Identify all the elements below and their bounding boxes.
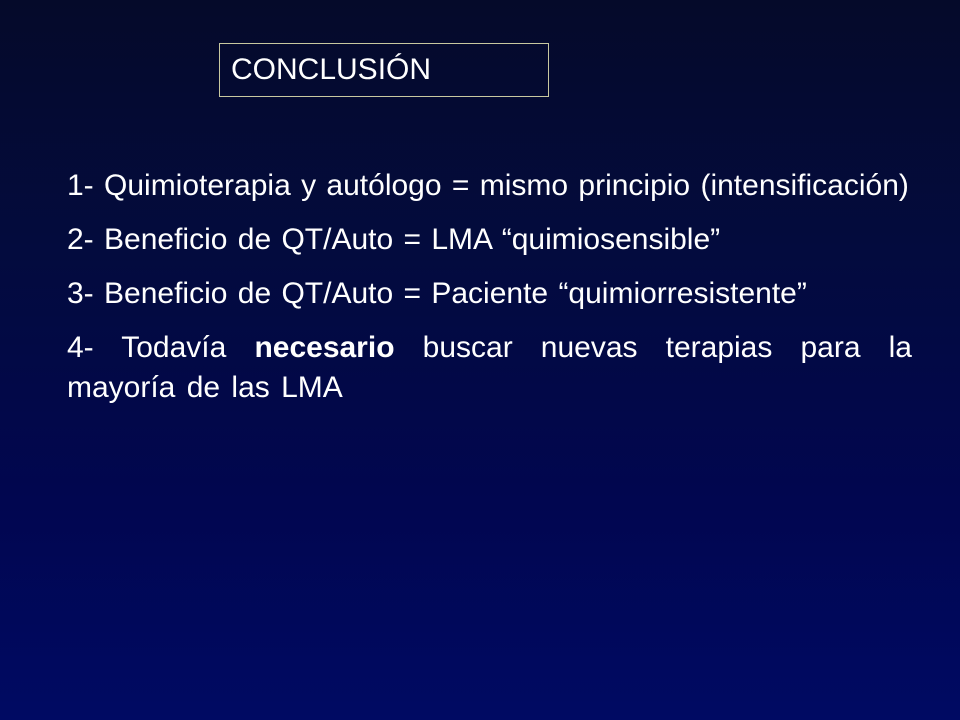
slide-title-box (219, 43, 549, 97)
conclusion-item-2: 2- Beneficio de QT/Auto = LMA “quimiosensible” (67, 223, 721, 256)
conclusion-item-4-emphasis: necesario (254, 331, 395, 364)
conclusion-item-3: 3- Beneficio de QT/Auto = Paciente “quimiorresistente” (67, 277, 807, 310)
conclusion-item-4-suffix: buscar nuevas terapias para la mayoría de las LMA (67, 331, 912, 404)
conclusion-list (67, 166, 912, 422)
conclusion-item-1: 1- Quimioterapia y autólogo = mismo principio (intensificación) (67, 169, 909, 202)
conclusion-item-4 (67, 328, 912, 408)
slide-title: CONCLUSIÓN (231, 53, 432, 86)
conclusion-item-4-prefix: 4- Todavía (67, 331, 255, 364)
